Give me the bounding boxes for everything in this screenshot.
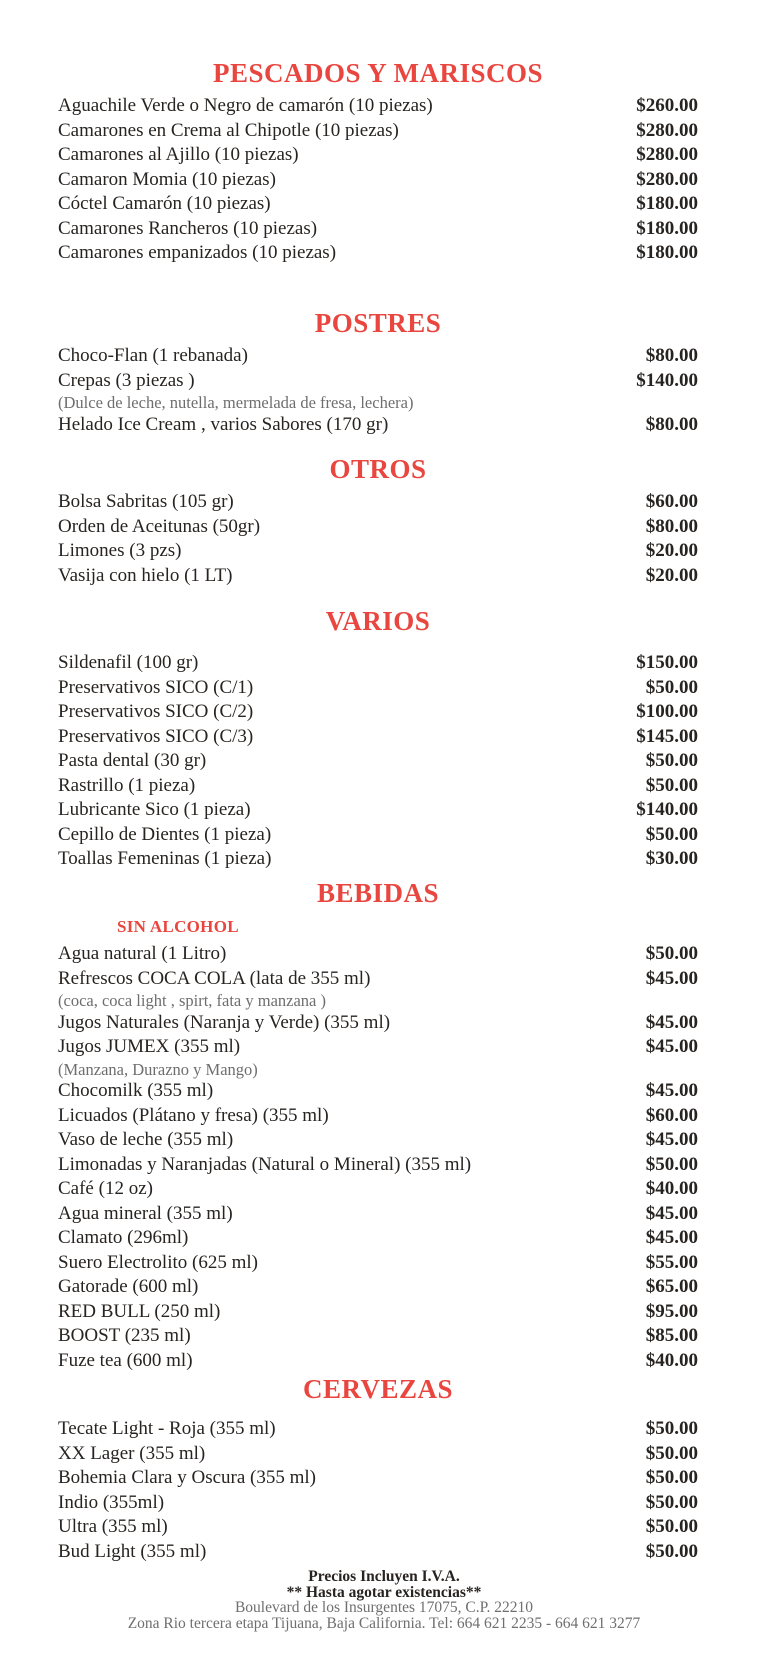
section-pescados-y-mariscos: [58, 56, 698, 266]
menu-item-row: [58, 1491, 698, 1516]
section-title: POSTRES: [314, 308, 442, 338]
item-name: Pasta dental (30 gr): [58, 750, 207, 771]
item-text: [58, 1466, 646, 1491]
item-name: Helado Ice Cream , varios Sabores (170 gr): [58, 413, 389, 435]
item-text: [58, 1202, 646, 1227]
section-items: [58, 344, 698, 437]
item-price: $140.00: [636, 369, 698, 391]
item-name: Camarones empanizados (10 piezas): [58, 242, 337, 263]
item-name: RED BULL (250 ml): [58, 1300, 221, 1322]
item-price: $40.00: [645, 1349, 698, 1371]
item-name: Ultra (355 ml): [58, 1516, 168, 1537]
item-price: $50.00: [645, 1540, 698, 1562]
item-name: Cepillo de Dientes (1 pieza): [58, 823, 272, 845]
menu-item-row: [58, 749, 698, 774]
item-name: Crepas (3 piezas ): [58, 369, 195, 391]
menu-item-row: [58, 1466, 698, 1491]
item-name: Toallas Femeninas (1 pieza): [58, 848, 272, 869]
section-bebidas: [58, 876, 698, 1373]
menu-item-row: [58, 1417, 698, 1442]
item-name: Camarones al Ajillo (10 piezas): [58, 144, 299, 165]
section-title: VARIOS: [325, 606, 431, 636]
item-name: Limones (3 pzs): [58, 540, 182, 561]
item-name: Café (12 oz): [58, 1178, 153, 1199]
menu-item-row: [58, 823, 698, 848]
menu-item-row: [58, 143, 698, 168]
item-name: Jugos Naturales (Naranja y Verde) (355 ml): [58, 1011, 391, 1033]
item-name: Vaso de leche (355 ml): [58, 1129, 234, 1150]
item-name: Tecate Light - Roja (355 ml): [58, 1418, 276, 1439]
menu-footer: [0, 1569, 768, 1631]
item-name: Camaron Momia (10 piezas): [58, 168, 276, 190]
item-price: $180.00: [636, 217, 698, 239]
footer-address-line1: Boulevard de los Insurgentes 17075, C.P. 22210: [234, 1599, 534, 1616]
menu-item-row: [58, 1275, 698, 1300]
item-price: $85.00: [645, 1325, 698, 1346]
menu-item-row: [58, 1177, 698, 1202]
menu-item-row: [58, 1251, 698, 1276]
item-price: $280.00: [636, 119, 698, 141]
item-price: $180.00: [636, 242, 698, 263]
item-text: [58, 1540, 646, 1565]
menu-item-row: [58, 725, 698, 750]
item-name: Agua mineral (355 ml): [58, 1202, 233, 1224]
menu-item-row: [58, 1011, 698, 1036]
menu-item-row: [58, 515, 698, 540]
item-name: Chocomilk (355 ml): [58, 1080, 214, 1101]
item-text: [58, 774, 646, 799]
item-price: $45.00: [645, 967, 698, 989]
item-price: $50.00: [645, 943, 698, 964]
section-postres: [58, 306, 698, 437]
menu-item-row: [58, 539, 698, 564]
menu-item-row: [58, 217, 698, 242]
section-title: OTROS: [329, 454, 427, 484]
item-price: $180.00: [636, 193, 698, 214]
item-text: [58, 1515, 646, 1540]
subsection-title-sin-alcohol: SIN ALCOHOL: [117, 917, 239, 936]
item-price: $260.00: [636, 95, 698, 116]
menu-item-row: [58, 1300, 698, 1325]
item-text: [58, 725, 636, 750]
item-text: [58, 1417, 646, 1442]
menu-item-row: [58, 1104, 698, 1129]
menu-item-row: [58, 344, 698, 369]
item-name: BOOST (235 ml): [58, 1325, 191, 1346]
section-items: [58, 651, 698, 872]
menu-item-row: [58, 1035, 698, 1079]
section-varios: [58, 604, 698, 872]
item-name: Cóctel Camarón (10 piezas): [58, 193, 271, 214]
menu-item-row: [58, 94, 698, 119]
item-name: Rastrillo (1 pieza): [58, 774, 196, 796]
item-text: [58, 490, 646, 515]
item-price: $60.00: [645, 1104, 698, 1126]
item-name: Refrescos COCA COLA (lata de 355 ml): [58, 967, 371, 989]
item-name: Agua natural (1 Litro): [58, 943, 227, 964]
item-name: Limonadas y Naranjadas (Natural o Mineral) (355 ml): [58, 1153, 472, 1175]
item-text: [58, 241, 636, 266]
item-text: [58, 942, 646, 967]
item-name: Jugos JUMEX (355 ml): [58, 1036, 241, 1057]
item-text: [58, 119, 636, 144]
item-price: $40.00: [645, 1178, 698, 1199]
item-text: [58, 1079, 646, 1104]
item-name: Bud Light (355 ml): [58, 1540, 207, 1562]
item-text: [58, 1251, 646, 1276]
footer-tax-note: Precios Incluyen I.V.A.: [308, 1568, 460, 1585]
item-price: $45.00: [645, 1011, 698, 1033]
item-price: $140.00: [636, 799, 698, 820]
item-name: Indio (355ml): [58, 1491, 165, 1513]
item-text: [58, 539, 646, 564]
item-name: Gatorade (600 ml): [58, 1276, 199, 1297]
item-text: [58, 1300, 646, 1325]
menu-item-row: [58, 241, 698, 266]
item-price: $80.00: [645, 413, 698, 435]
item-price: $80.00: [645, 515, 698, 537]
item-price: $55.00: [645, 1251, 698, 1273]
item-price: $50.00: [645, 823, 698, 845]
menu-item-row: [58, 369, 698, 413]
item-note: (Manzana, Durazno y Mango): [58, 1059, 258, 1079]
item-price: $50.00: [645, 676, 698, 698]
menu-item-row: [58, 1349, 698, 1374]
item-price: $80.00: [645, 345, 698, 366]
item-text: [58, 217, 636, 242]
section-cervezas: [58, 1372, 698, 1564]
item-text: [58, 1442, 646, 1467]
item-name: Clamato (296ml): [58, 1227, 189, 1248]
section-items: [58, 1417, 698, 1564]
item-name: Orden de Aceitunas (50gr): [58, 515, 261, 537]
item-text: [58, 564, 646, 589]
menu-item-row: [58, 774, 698, 799]
item-price: $20.00: [645, 564, 698, 586]
section-items: [58, 942, 698, 1373]
menu-item-row: [58, 564, 698, 589]
item-price: $45.00: [645, 1080, 698, 1101]
item-text: [58, 344, 646, 369]
item-price: $50.00: [645, 1467, 698, 1488]
item-note: (coca, coca light , spirt, fata y manzana ): [58, 991, 326, 1010]
menu-item-row: [58, 1202, 698, 1227]
menu-item-row: [58, 1128, 698, 1153]
item-text: [58, 1128, 646, 1153]
item-name: Choco-Flan (1 rebanada): [58, 345, 248, 366]
section-otros: [58, 452, 698, 588]
item-price: $50.00: [645, 750, 698, 771]
item-text: [58, 413, 646, 438]
item-name: Bolsa Sabritas (105 gr): [58, 491, 234, 512]
footer-stock-note: ** Hasta agotar existencias**: [286, 1583, 482, 1601]
item-text: [58, 1104, 646, 1129]
menu-item-row: [58, 413, 698, 438]
item-text: [58, 651, 636, 676]
section-title: CERVEZAS: [302, 1374, 454, 1404]
section-items: [58, 490, 698, 588]
menu-item-row: [58, 119, 698, 144]
item-text: [58, 192, 636, 217]
menu-item-row: [58, 942, 698, 967]
item-name: Preservativos SICO (C/3): [58, 725, 254, 747]
item-text: [58, 94, 636, 119]
item-price: $65.00: [645, 1276, 698, 1297]
menu-item-row: [58, 1153, 698, 1178]
item-price: $280.00: [636, 168, 698, 190]
item-price: $50.00: [645, 774, 698, 796]
item-price: $100.00: [636, 701, 698, 722]
item-price: $45.00: [645, 1227, 698, 1248]
menu-item-row: [58, 1540, 698, 1565]
item-text: [58, 143, 636, 168]
menu-item-row: [58, 676, 698, 701]
item-text: [58, 700, 636, 725]
section-items: [58, 94, 698, 266]
item-name: Preservativos SICO (C/1): [58, 676, 254, 698]
item-price: $95.00: [645, 1300, 698, 1322]
item-price: $45.00: [645, 1036, 698, 1057]
item-name: Camarones en Crema al Chipotle (10 piezas): [58, 119, 399, 141]
section-title: BEBIDAS: [316, 878, 440, 908]
item-text: [58, 1153, 646, 1178]
item-price: $150.00: [636, 652, 698, 673]
item-price: $20.00: [645, 540, 698, 561]
item-name: Preservativos SICO (C/2): [58, 701, 254, 722]
item-price: $30.00: [645, 848, 698, 869]
menu-item-row: [58, 798, 698, 823]
item-price: $45.00: [645, 1202, 698, 1224]
item-text: [58, 1324, 646, 1349]
item-price: $60.00: [645, 491, 698, 512]
menu-item-row: [58, 168, 698, 193]
menu-item-row: [58, 1324, 698, 1349]
footer-address-line2: Zona Rio tercera etapa Tijuana, Baja California. Tel: 664 621 2235 - 664 621 3277: [127, 1614, 641, 1632]
item-note: (Dulce de leche, nutella, mermelada de fresa, lechera): [58, 393, 414, 412]
section-title: PESCADOS Y MARISCOS: [212, 58, 544, 88]
item-text: [58, 515, 646, 540]
item-name: XX Lager (355 ml): [58, 1442, 206, 1464]
item-name: Camarones Rancheros (10 piezas): [58, 217, 318, 239]
menu-item-row: [58, 967, 698, 1011]
item-text: [58, 1491, 646, 1516]
item-name: Licuados (Plátano y fresa) (355 ml): [58, 1104, 329, 1126]
menu-item-row: [58, 847, 698, 872]
item-name: Fuze tea (600 ml): [58, 1349, 193, 1371]
item-text: [58, 967, 646, 1011]
item-text: [58, 749, 646, 774]
item-name: Aguachile Verde o Negro de camarón (10 piezas): [58, 95, 433, 116]
item-name: Sildenafil (100 gr): [58, 652, 199, 673]
item-price: $50.00: [645, 1153, 698, 1175]
item-text: [58, 369, 636, 413]
item-text: [58, 798, 636, 823]
item-name: Suero Electrolito (625 ml): [58, 1251, 258, 1273]
item-text: [58, 1349, 646, 1374]
menu-item-row: [58, 1442, 698, 1467]
menu-item-row: [58, 651, 698, 676]
item-text: [58, 1177, 646, 1202]
item-text: [58, 847, 646, 872]
menu-item-row: [58, 1226, 698, 1251]
item-text: [58, 1226, 646, 1251]
item-text: [58, 823, 646, 848]
item-price: $280.00: [636, 144, 698, 165]
item-name: Lubricante Sico (1 pieza): [58, 799, 251, 820]
menu-item-row: [58, 1079, 698, 1104]
item-name: Vasija con hielo (1 LT): [58, 564, 233, 586]
menu-item-row: [58, 490, 698, 515]
menu-item-row: [58, 192, 698, 217]
item-price: $45.00: [645, 1129, 698, 1150]
menu-item-row: [58, 700, 698, 725]
item-price: $50.00: [645, 1418, 698, 1439]
menu-item-row: [58, 1515, 698, 1540]
item-text: [58, 1275, 646, 1300]
item-name: Bohemia Clara y Oscura (355 ml): [58, 1467, 317, 1488]
item-price: $50.00: [645, 1516, 698, 1537]
item-price: $145.00: [636, 725, 698, 747]
item-price: $50.00: [645, 1491, 698, 1513]
item-text: [58, 676, 646, 701]
item-price: $50.00: [645, 1442, 698, 1464]
item-text: [58, 1011, 646, 1036]
item-text: [58, 168, 636, 193]
item-text: [58, 1035, 646, 1079]
